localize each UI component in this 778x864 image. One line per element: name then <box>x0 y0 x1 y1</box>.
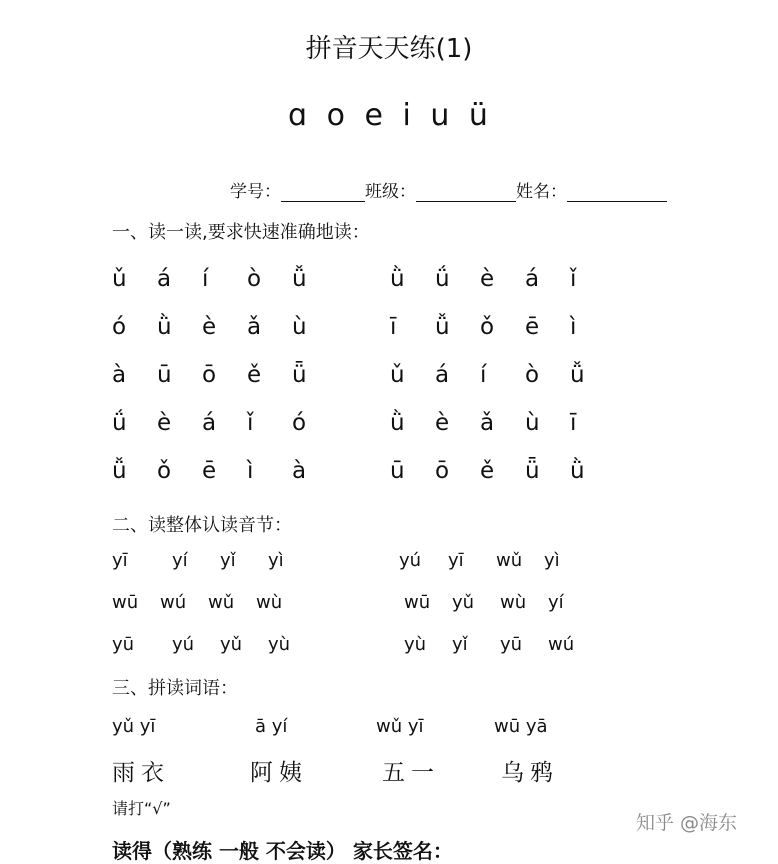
vowel-list: ɑ o e i u ü <box>288 98 490 133</box>
syllable: yǐ <box>452 634 468 655</box>
syllable: wǔ <box>496 550 523 571</box>
tone-letter: ě <box>247 362 262 388</box>
section2-heading: 二、读整体认读音节： <box>112 515 292 536</box>
tone-row-left <box>112 314 337 340</box>
page-title: 拼音天天练(1) <box>305 34 473 64</box>
word-pinyin: wū yā <box>494 716 548 737</box>
syllable: yú <box>172 634 195 655</box>
tone-letter: ǚ <box>435 314 450 340</box>
tone-row-right <box>390 458 615 484</box>
syllable: yǔ <box>220 634 243 655</box>
tone-row-left <box>112 362 337 388</box>
tone-letter: è <box>435 410 450 436</box>
syllable: wū <box>404 592 431 613</box>
reading-evaluation: 读得（熟练 一般 不会读） 家长签名： <box>112 839 453 863</box>
tone-row-left <box>112 410 337 436</box>
class-field[interactable] <box>416 184 516 202</box>
tone-letter: ǜ <box>390 410 405 436</box>
word-hanzi: 阿姨 <box>250 760 308 786</box>
tone-letter: ǒ <box>157 458 172 484</box>
syllable: yū <box>500 634 523 655</box>
syllable: wù <box>500 592 527 613</box>
tone-letter: ù <box>525 410 540 436</box>
tone-letter: ǐ <box>570 266 577 292</box>
tone-letter: ǜ <box>157 314 172 340</box>
tone-letter: ū <box>390 458 405 484</box>
syllable: yì <box>268 550 284 571</box>
syllable: yù <box>404 634 427 655</box>
word-pinyin: yǔ yī <box>112 716 156 737</box>
tone-letter: ǒ <box>480 314 495 340</box>
syllable: yù <box>268 634 291 655</box>
tone-letter: ǖ <box>292 362 307 388</box>
syllable: wù <box>256 592 283 613</box>
tone-letter: ò <box>525 362 540 388</box>
tone-letter: ǚ <box>570 362 585 388</box>
tone-letter: ì <box>570 314 577 340</box>
tone-letter: ē <box>525 314 540 340</box>
tone-row-right <box>390 362 615 388</box>
name-field[interactable] <box>567 184 667 202</box>
word-hanzi: 乌鸦 <box>501 760 559 786</box>
word-pinyin: wǔ yī <box>376 716 424 737</box>
syllable: yú <box>399 550 422 571</box>
tone-letter: ī <box>570 410 577 436</box>
tone-letter: ù <box>292 314 307 340</box>
tone-letter: ū <box>157 362 172 388</box>
tone-letter: ǔ <box>390 362 405 388</box>
tone-letter: ī <box>390 314 397 340</box>
syllable: yǐ <box>220 550 236 571</box>
tone-letter: ǎ <box>480 410 495 436</box>
student-info <box>230 177 667 202</box>
syllable: wǔ <box>208 592 235 613</box>
syllable: wú <box>548 634 575 655</box>
tone-letter: ǜ <box>390 266 405 292</box>
tone-letter: á <box>202 410 217 436</box>
tone-letter: ǖ <box>525 458 540 484</box>
tone-letter: á <box>435 362 450 388</box>
tone-letter: è <box>480 266 495 292</box>
tone-letter: ō <box>202 362 217 388</box>
tone-letter: ǎ <box>247 314 262 340</box>
student-number-field[interactable] <box>281 184 365 202</box>
tone-row-left <box>112 266 337 292</box>
tone-letter: ó <box>112 314 127 340</box>
watermark: 知乎 @海东 <box>636 812 738 834</box>
tone-row-right <box>390 410 615 436</box>
check-note: 请打“√” <box>112 799 171 818</box>
tone-row-right <box>390 266 615 292</box>
tone-letter: ò <box>247 266 262 292</box>
syllable: yì <box>544 550 560 571</box>
tone-letter: í <box>202 266 209 292</box>
tone-row-right <box>390 314 615 340</box>
syllable: wū <box>112 592 139 613</box>
syllable: yǔ <box>452 592 475 613</box>
tone-letter: ǜ <box>570 458 585 484</box>
tone-letter: ì <box>247 458 254 484</box>
tone-letter: à <box>292 458 307 484</box>
tone-letter: è <box>157 410 172 436</box>
tone-letter: ǔ <box>112 266 127 292</box>
syllable: yí <box>548 592 564 613</box>
tone-letter: ó <box>292 410 307 436</box>
syllable: yí <box>172 550 188 571</box>
tone-letter: ē <box>202 458 217 484</box>
section3-heading: 三、拼读词语： <box>112 678 238 699</box>
tone-letter: ǘ <box>435 266 450 292</box>
class-label: 班级： <box>365 182 416 202</box>
word-pinyin: ā yí <box>255 716 288 737</box>
tone-letter: í <box>480 362 487 388</box>
section1-heading: 一、读一读,要求快速准确地读： <box>112 222 370 243</box>
name-label: 姓名： <box>516 182 567 202</box>
tone-letter: á <box>525 266 540 292</box>
tone-row-left <box>112 458 337 484</box>
tone-letter: ǐ <box>247 410 254 436</box>
tone-letter: ǚ <box>112 458 127 484</box>
tone-letter: ō <box>435 458 450 484</box>
syllable: yī <box>112 550 128 571</box>
tone-letter: ǚ <box>292 266 307 292</box>
tone-letter: à <box>112 362 127 388</box>
tone-letter: á <box>157 266 172 292</box>
syllable: wú <box>160 592 187 613</box>
word-hanzi: 雨衣 <box>112 760 170 786</box>
syllable: yū <box>112 634 135 655</box>
tone-letter: è <box>202 314 217 340</box>
tone-letter: ě <box>480 458 495 484</box>
syllable: yī <box>448 550 464 571</box>
tone-letter: ǘ <box>112 410 127 436</box>
student-number-label: 学号： <box>230 182 281 202</box>
word-hanzi: 五一 <box>382 760 440 786</box>
